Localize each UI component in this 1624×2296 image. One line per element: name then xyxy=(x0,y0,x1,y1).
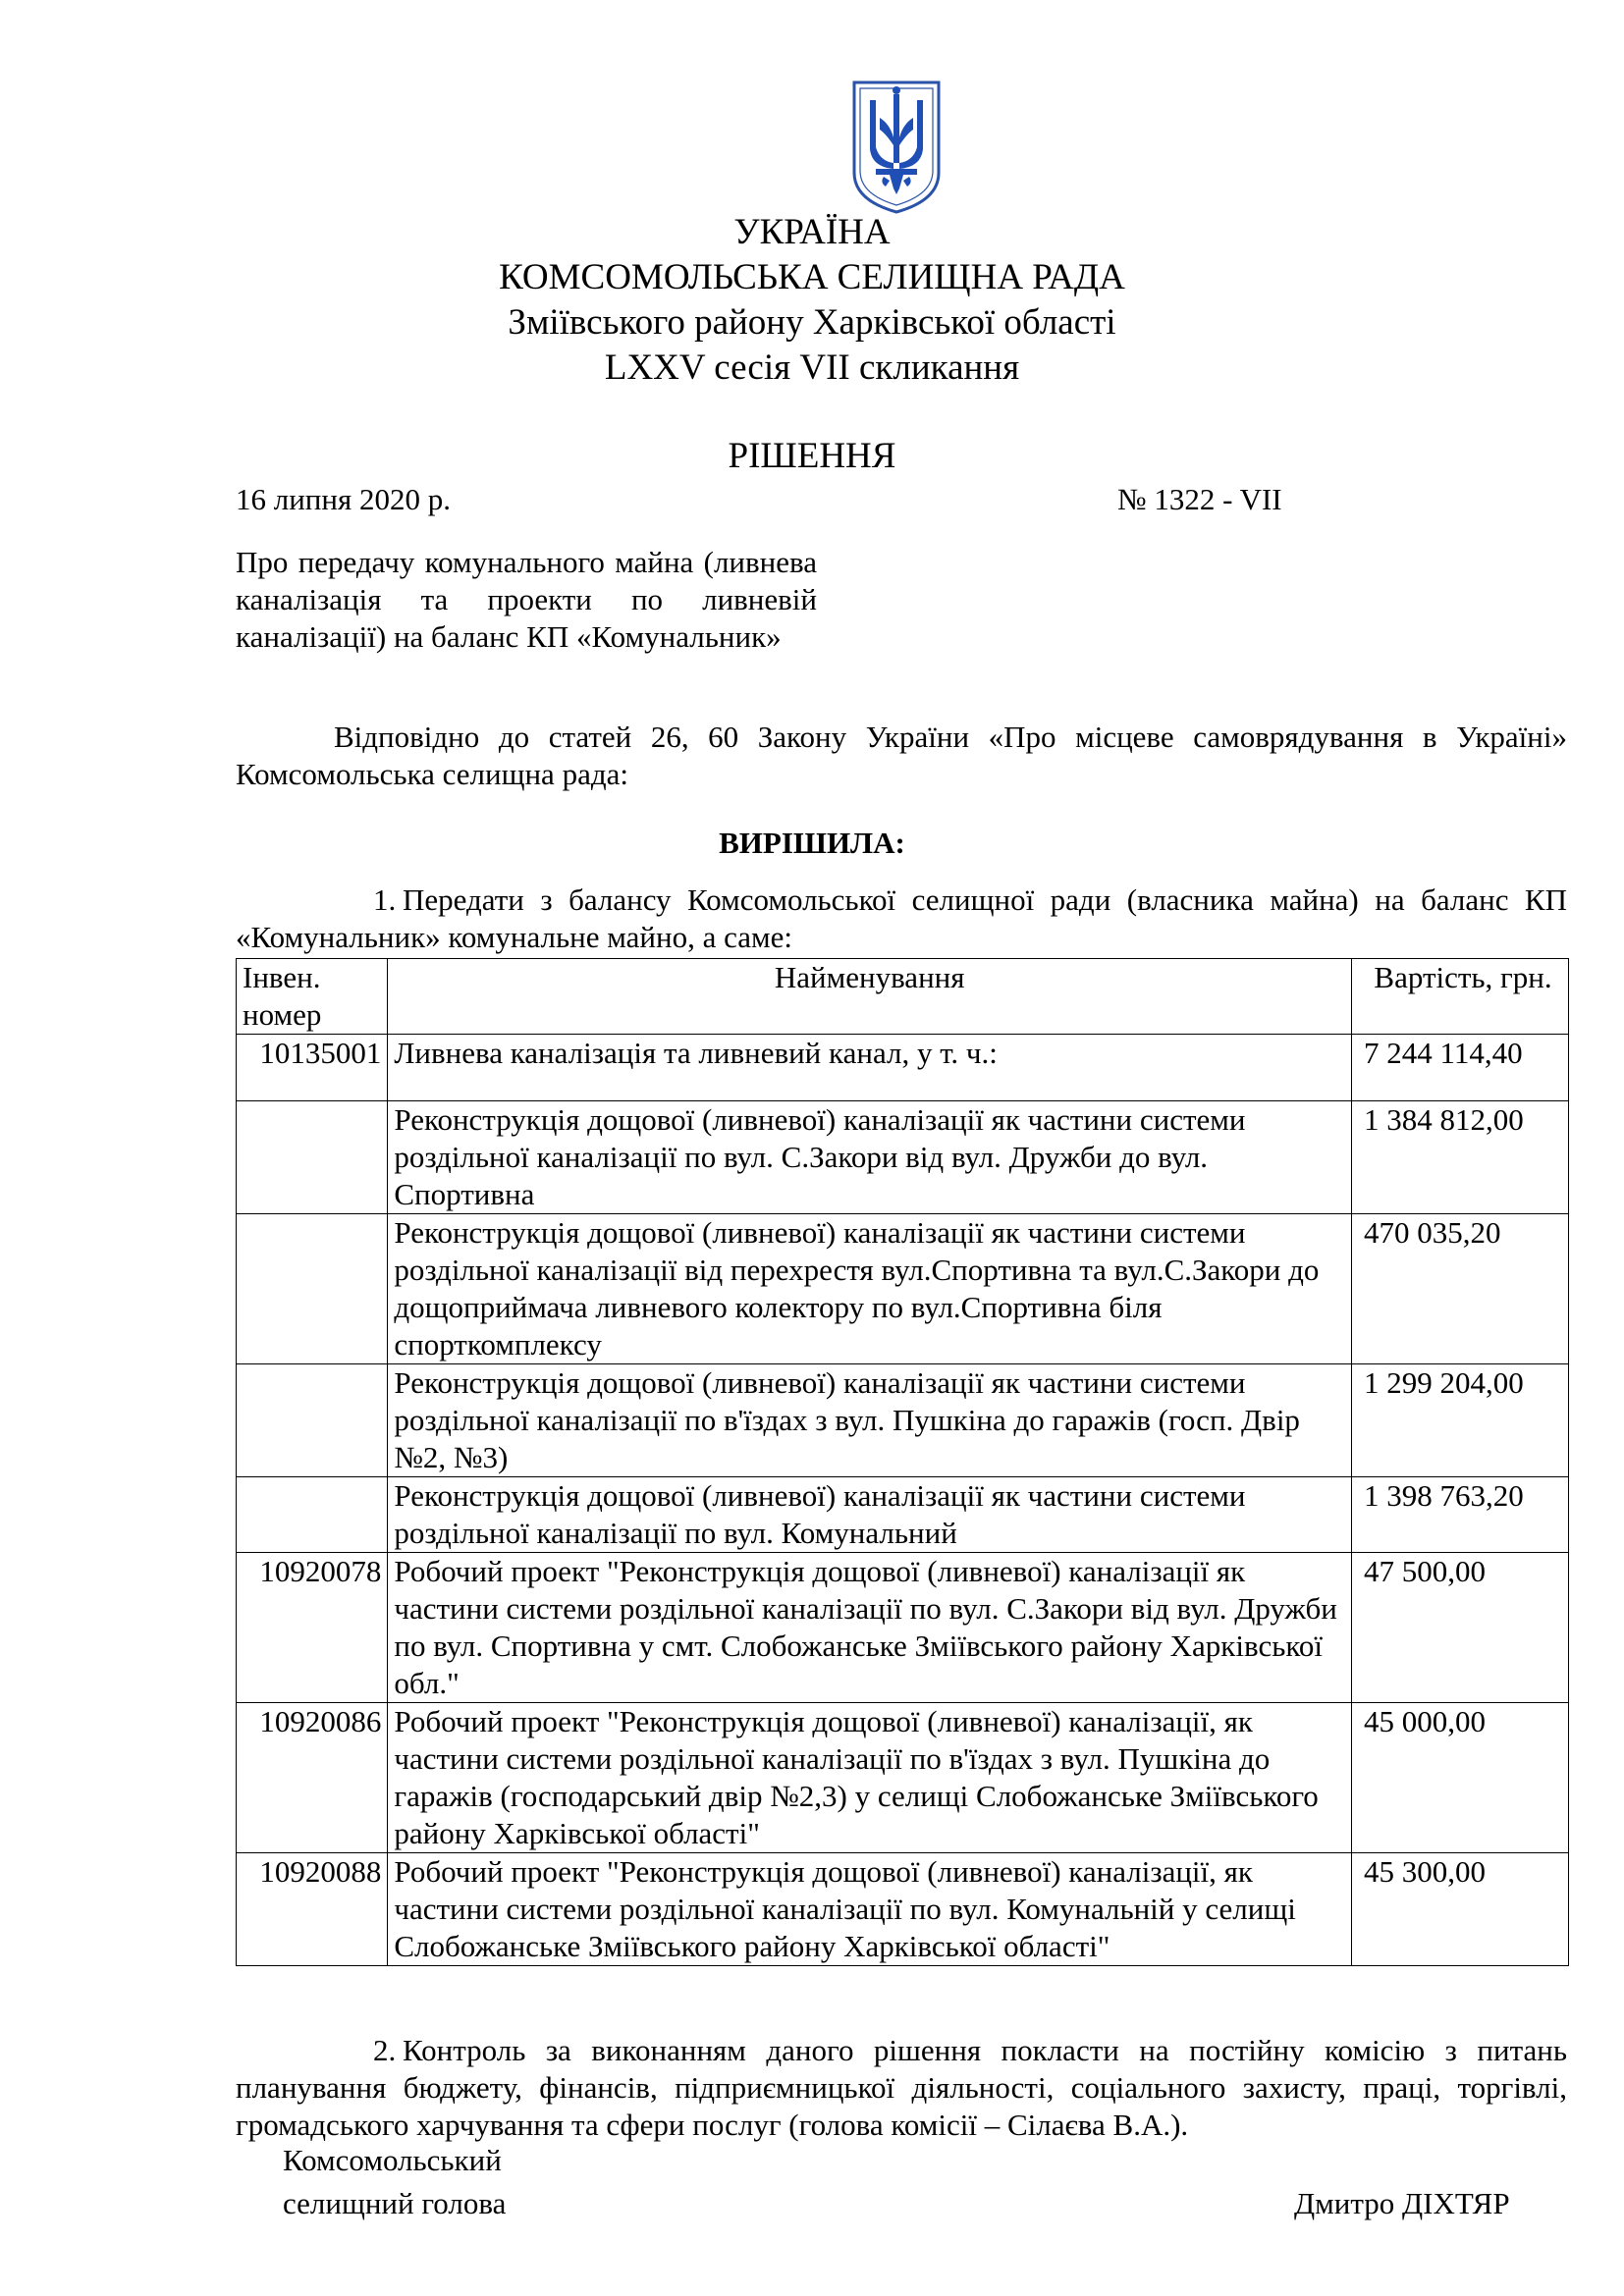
legal-basis-paragraph: Відповідно до статей 26, 60 Закону України «Про місцеве самоврядування в Україні» Комсомольська селищна рада: xyxy=(236,720,1567,791)
assets-table xyxy=(236,958,1569,1966)
inventory-number-cell: 10920078 xyxy=(237,1553,388,1703)
item-2-text: Контроль за виконанням даного рішення покласти на постійну комісію з питань планування бюджету, фінансів, підприємницької діяльності, соціального захисту, праці, торгівлі, громадського харчування та сфери послуг (голова комісії – Сілаєва В.А.). xyxy=(236,2033,1567,2142)
cost-cell: 7 244 114,40 xyxy=(1352,1035,1569,1101)
item-1-text: Передати з балансу Комсомольської селищної ради (власника майна) на баланс КП «Комунальник» комунальне майно, а саме: xyxy=(236,882,1567,954)
inventory-number-cell: 10920088 xyxy=(237,1853,388,1966)
header-inventory-number: Інвен. номер xyxy=(237,959,388,1035)
cost-cell: 1 398 763,20 xyxy=(1352,1477,1569,1553)
header-cost: Вартість, грн. xyxy=(1352,959,1569,1035)
signatory-title-line-2: селищний голова xyxy=(283,2186,507,2220)
resolution-item-1 xyxy=(236,881,1567,956)
cost-cell: 470 035,20 xyxy=(1352,1214,1569,1364)
table-row xyxy=(237,1035,1569,1101)
inventory-number-cell: 10920086 xyxy=(237,1703,388,1853)
name-cell: Робочий проект "Реконструкція дощової (ливневої) каналізації, як частини системи роздільної каналізації по вул. Комунальній у селищі Слобожанське Зміївського району Харківської області" xyxy=(388,1853,1352,1966)
inventory-number-cell xyxy=(237,1214,388,1364)
resolution-item-2 xyxy=(236,2032,1567,2144)
session-heading: LXXV сесія VII скликання xyxy=(604,347,1020,388)
table-row xyxy=(237,1214,1569,1364)
name-cell: Реконструкція дощової (ливневої) каналізації як частини системи роздільної каналізації від перехрестя вул.Спортивна та вул.С.Закори до дощоприймача ливневого колектору по вул.Спортивна біля спорткомплексу xyxy=(388,1214,1352,1364)
header-name: Найменування xyxy=(388,959,1352,1035)
document-type-heading: РІШЕННЯ xyxy=(728,436,896,476)
cost-cell: 45 300,00 xyxy=(1352,1853,1569,1966)
decision-subject: Про передачу комунального майна (ливнева каналізація та проекти по ливневій каналізації) на баланс КП «Комунальник» xyxy=(236,545,817,654)
table-row xyxy=(237,1101,1569,1214)
table-row xyxy=(237,1477,1569,1553)
table-row xyxy=(237,1364,1569,1477)
signatory-name: Дмитро ДІХТЯР xyxy=(1294,2186,1510,2220)
item-2-number: 2. xyxy=(373,2033,397,2067)
name-cell: Робочий проект "Реконструкція дощової (ливневої) каналізації як частини системи роздільної каналізації по вул. С.Закори від вул. Дружби по вул. Спортивна у смт. Слобожанське Зміївського району Харківської обл." xyxy=(388,1553,1352,1703)
country-heading: УКРАЇНА xyxy=(733,212,891,252)
cost-cell: 45 000,00 xyxy=(1352,1703,1569,1853)
table-row xyxy=(237,1703,1569,1853)
decision-date: 16 липня 2020 р. xyxy=(236,482,451,516)
inventory-number-cell xyxy=(237,1364,388,1477)
item-1-number: 1. xyxy=(373,882,397,917)
table-row xyxy=(237,1853,1569,1966)
district-heading: Зміївського району Харківської області xyxy=(508,302,1116,343)
inventory-number-cell xyxy=(237,1101,388,1214)
resolved-heading: ВИРІШИЛА: xyxy=(719,826,905,860)
inventory-number-cell xyxy=(237,1477,388,1553)
cost-cell: 1 299 204,00 xyxy=(1352,1364,1569,1477)
name-cell: Ливнева каналізація та ливневий канал, у т. ч.: xyxy=(388,1035,1352,1101)
cost-cell: 1 384 812,00 xyxy=(1352,1101,1569,1214)
cost-cell: 47 500,00 xyxy=(1352,1553,1569,1703)
name-cell: Реконструкція дощової (ливневої) каналізації як частини системи роздільної каналізації по вул. Комунальний xyxy=(388,1477,1352,1553)
name-cell: Реконструкція дощової (ливневої) каналізації як частини системи роздільної каналізації по вул. С.Закори від вул. Дружби до вул. Спортивна xyxy=(388,1101,1352,1214)
table-row xyxy=(237,1553,1569,1703)
name-cell: Реконструкція дощової (ливневої) каналізації як частини системи роздільної каналізації по в'їздах з вул. Пушкіна до гаражів (госп. Двір №2, №3) xyxy=(388,1364,1352,1477)
coat-of-arms-icon xyxy=(850,79,943,216)
signatory-title-line-1: Комсомольський xyxy=(283,2143,502,2177)
table-header-row xyxy=(237,959,1569,1035)
inventory-number-cell: 10135001 xyxy=(237,1035,388,1101)
decision-number: № 1322 - VII xyxy=(1117,482,1282,516)
council-heading: КОМСОМОЛЬСЬКА СЕЛИЩНА РАДА xyxy=(499,257,1125,297)
name-cell: Робочий проект "Реконструкція дощової (ливневої) каналізації, як частини системи роздільної каналізації по в'їздах з вул. Пушкіна до гаражів (господарський двір №2,3) у селищі Слобожанське Зміївського району Харківської області" xyxy=(388,1703,1352,1853)
